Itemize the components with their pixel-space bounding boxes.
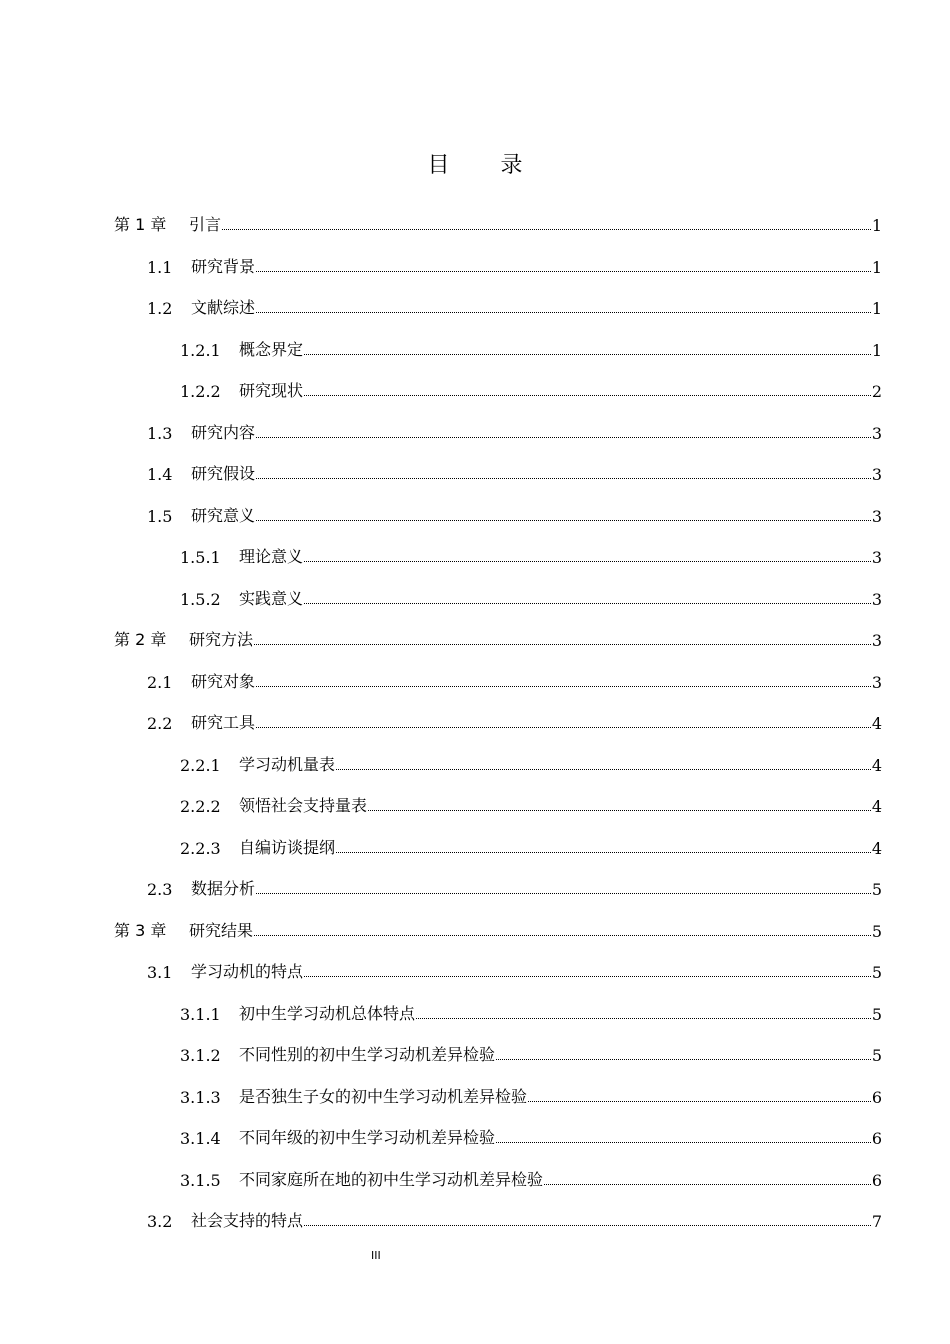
toc-entry-number: 2.3 [147,880,173,899]
toc-entry-number: 2.2.1 [180,755,221,775]
toc-entry-page: 7 [871,1212,882,1231]
toc-entry[interactable] [0,620,950,650]
toc-entry-page: 3 [871,465,882,484]
toc-entry-title: 研究对象 [191,671,256,691]
toc-entry[interactable] [0,745,950,775]
toc-entry[interactable] [0,1035,950,1065]
toc-entry-title: 研究方法 [189,630,254,649]
toc-entry-page: 6 [871,1129,882,1148]
toc-entry-title: 学习动机的特点 [191,962,304,981]
toc-entry-title: 领悟社会支持量表 [239,796,368,815]
dot-leader [304,560,871,562]
toc-entry-number: 3.1.4 [180,1129,221,1148]
toc-entry-number: 2.2.2 [180,797,221,816]
toc-entry[interactable] [0,205,950,235]
toc-entry[interactable] [0,828,950,858]
toc-entry-title: 社会支持的特点 [191,1211,304,1230]
toc-entry-title: 概念界定 [239,339,304,359]
toc-entry[interactable] [0,869,950,899]
toc-entry[interactable] [0,371,950,401]
dot-leader [368,809,871,811]
toc-entry-page: 3 [871,672,882,692]
toc-entry-page: 4 [871,755,882,775]
dot-leader [256,685,871,687]
toc-entry-title: 自编访谈提纲 [239,837,336,857]
dot-leader [496,1141,871,1143]
toc-entry-page: 3 [871,423,882,443]
toc-entry-page: 1 [871,340,882,360]
toc-entry-title: 学习动机量表 [239,754,336,774]
toc-entry-title: 不同年级的初中生学习动机差异检验 [239,1128,496,1147]
toc-entry-page: 4 [871,714,882,733]
toc-entry-page: 6 [871,1170,882,1190]
toc-entry-page: 5 [871,921,882,941]
dot-leader [304,353,871,355]
toc-entry-number: 第 3 章 [114,920,167,940]
toc-entry[interactable] [0,579,950,609]
toc-entry-title: 实践意义 [239,588,304,608]
toc-entry-title: 初中生学习动机总体特点 [239,1003,416,1023]
dot-leader [304,1224,871,1226]
toc-entry-number: 3.1.2 [180,1046,221,1065]
toc-entry-title: 引言 [189,215,222,234]
page-title: 目 录 [427,153,545,178]
toc-entry-number: 3.1.5 [180,1170,221,1190]
toc-entry[interactable] [0,786,950,816]
toc-entry-number: 2.2.3 [180,838,221,858]
toc-entry[interactable] [0,288,950,318]
toc-entry-number: 3.1.3 [180,1087,221,1107]
dot-leader [544,1183,871,1185]
toc-entry-number: 1.4 [147,465,173,484]
dot-leader [304,975,871,977]
toc-entry-page: 5 [871,963,882,982]
toc-entry-page: 3 [871,506,882,526]
toc-entry-page: 3 [871,548,882,567]
dot-leader [256,519,871,521]
dot-leader [254,934,871,936]
dot-leader [254,643,871,645]
toc-entry-page: 5 [871,1046,882,1065]
dot-leader [222,228,871,230]
toc-entry-page: 1 [871,216,882,235]
toc-entry-number: 1.3 [147,423,173,443]
dot-leader [256,436,871,438]
toc-entry[interactable] [0,1201,950,1231]
page-number-footer: III [371,1249,381,1262]
dot-leader [496,1058,871,1060]
toc-entry-title: 研究现状 [239,381,304,400]
dot-leader [256,726,871,728]
dot-leader [256,270,871,272]
dot-leader [336,768,871,770]
toc-entry[interactable] [0,247,950,277]
toc-entry-page: 3 [871,631,882,650]
toc-entry-title: 研究假设 [191,464,256,483]
toc-entry-title: 文献综述 [191,298,256,317]
dot-leader [256,892,871,894]
toc-entry-number: 2.2 [147,714,173,733]
dot-leader [256,477,871,479]
toc-entry-number: 第 2 章 [114,630,167,649]
toc-entry-title: 研究背景 [191,256,256,276]
toc-entry-page: 1 [871,257,882,277]
toc-entry-title: 数据分析 [191,879,256,898]
toc-entry-number: 3.2 [147,1212,173,1231]
dot-leader [528,1100,871,1102]
toc-entry[interactable] [0,911,950,941]
toc-entry[interactable] [0,496,950,526]
dot-leader [304,394,871,396]
toc-entry-number: 1.5 [147,506,173,526]
toc-entry-number: 1.2.2 [180,382,221,401]
dot-leader [304,602,871,604]
toc-entry-title: 研究内容 [191,422,256,442]
toc-entry-page: 2 [871,382,882,401]
toc-entry-title: 研究结果 [189,920,254,940]
toc-entry-title: 研究工具 [191,713,256,732]
toc-entry[interactable] [0,952,950,982]
toc-entry-number: 第 1 章 [114,215,167,234]
toc-entry[interactable] [0,454,950,484]
toc-entry-number: 1.2.1 [180,340,221,360]
toc-entry-page: 4 [871,797,882,816]
toc-entry[interactable] [0,537,950,567]
toc-entry-number: 1.5.2 [180,589,221,609]
toc-entry-page: 1 [871,299,882,318]
toc-entry[interactable] [0,330,950,360]
toc-entry-title: 不同性别的初中生学习动机差异检验 [239,1045,496,1064]
toc-entry-page: 4 [871,838,882,858]
toc-entry[interactable] [0,413,950,443]
dot-leader [416,1017,871,1019]
toc-entry[interactable] [0,703,950,733]
toc-entry-number: 1.2 [147,299,173,318]
toc-entry-number: 1.1 [147,257,173,277]
toc-entry-number: 1.5.1 [180,548,221,567]
toc-entry[interactable] [0,994,950,1024]
toc-entry[interactable] [0,1077,950,1107]
dot-leader [256,311,871,313]
toc-entry-number: 3.1 [147,963,173,982]
toc-entry-title: 理论意义 [239,547,304,566]
toc-entry-page: 5 [871,1004,882,1024]
toc-entry-title: 研究意义 [191,505,256,525]
toc-entry-page: 3 [871,589,882,609]
toc-entry-page: 5 [871,880,882,899]
toc-entry[interactable] [0,1118,950,1148]
toc-entry[interactable] [0,1160,950,1190]
toc-entry-title: 是否独生子女的初中生学习动机差异检验 [239,1086,528,1106]
toc-entry-title: 不同家庭所在地的初中生学习动机差异检验 [239,1169,544,1189]
dot-leader [336,851,871,853]
toc-entry[interactable] [0,662,950,692]
toc-entry-page: 6 [871,1087,882,1107]
toc-entry-number: 2.1 [147,672,173,692]
toc-entry-number: 3.1.1 [180,1004,221,1024]
